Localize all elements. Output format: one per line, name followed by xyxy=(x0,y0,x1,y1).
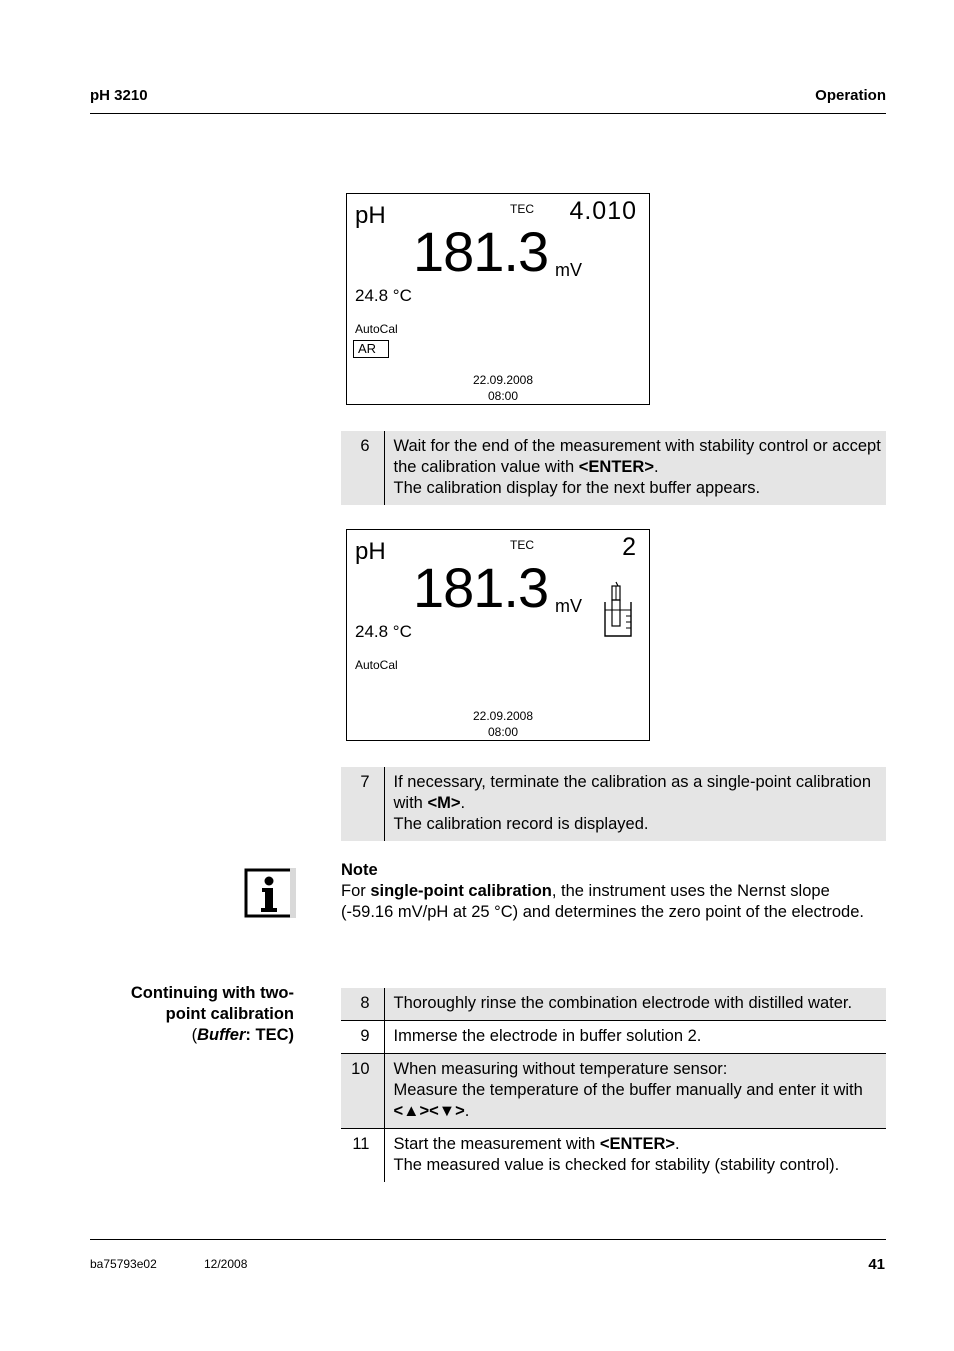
step-number: 10 xyxy=(341,1054,384,1129)
step-text-part: Measure the temperature of the buffer manually and enter it with xyxy=(393,1081,863,1099)
step-text: Thoroughly rinse the combination electrode with distilled water. xyxy=(384,988,886,1021)
header-product: pH 3210 xyxy=(90,87,148,104)
step-number: 6 xyxy=(341,431,384,505)
step-text-part: . xyxy=(675,1135,680,1153)
step-table-8-11 xyxy=(341,988,886,1182)
step-text-part: When measuring without temperature sensor: xyxy=(393,1060,728,1078)
step-text xyxy=(384,767,886,841)
display-value-unit: mV xyxy=(555,596,582,616)
note-emphasis: single-point calibration xyxy=(370,882,552,900)
info-icon xyxy=(242,866,296,920)
step-number: 9 xyxy=(341,1021,384,1054)
table-row xyxy=(341,431,886,505)
step-text-part: Wait for the end of the measurement with stability control or accept the calibration value with xyxy=(393,437,881,476)
side-heading xyxy=(74,983,294,1046)
note-text-part: , the instrument uses the Nernst slope (-59.16 mV/pH at 25 °C) and determines the zero point of the electrode. xyxy=(341,882,864,921)
step-text xyxy=(384,1129,886,1183)
buffer-value: : TEC) xyxy=(245,1026,294,1044)
display-buffer-number: 2 xyxy=(622,533,637,561)
display-tec-label: TEC xyxy=(510,202,534,216)
step-text xyxy=(384,1054,886,1129)
paren: ( xyxy=(191,1026,198,1044)
display-unit: pH xyxy=(355,538,386,565)
note-title: Note xyxy=(341,861,378,879)
side-heading-line: point calibration xyxy=(165,1005,294,1023)
step-text-part: . xyxy=(460,794,466,812)
display-main-value: 181.3 xyxy=(413,220,549,283)
step-text-part: If necessary, terminate the calibration as a single-point calibration with xyxy=(393,773,872,812)
display-date: 22.09.2008 xyxy=(472,709,534,723)
note-text-part: For xyxy=(341,882,371,900)
display-temperature: 24.8 °C xyxy=(355,622,412,641)
display-mode: AutoCal xyxy=(355,658,398,672)
footer-date: 12/2008 xyxy=(204,1257,248,1271)
step-text-part: . xyxy=(653,458,659,476)
step-number: 11 xyxy=(341,1129,384,1183)
display-time: 08:00 xyxy=(487,725,519,739)
display-value-unit: mV xyxy=(555,260,582,280)
key-label: <▲><▼> xyxy=(393,1102,465,1120)
table-row xyxy=(341,767,886,841)
step-result: The calibration display for the next buffer appears. xyxy=(393,479,761,497)
display-ar-indicator: AR xyxy=(353,340,389,358)
step-text xyxy=(384,431,886,505)
step-text-part: . xyxy=(464,1102,470,1120)
step-text: Immerse the electrode in buffer solution 2. xyxy=(384,1021,886,1054)
table-row xyxy=(341,988,886,1021)
step-result: The calibration record is displayed. xyxy=(393,815,649,833)
note-text xyxy=(341,881,886,923)
display-datetime xyxy=(347,372,659,404)
footer-doc-id: ba75793e02 xyxy=(90,1257,157,1271)
step-text-part: Start the measurement with xyxy=(393,1135,600,1153)
side-heading-line xyxy=(74,1025,294,1046)
page-number: 41 xyxy=(868,1256,885,1273)
key-label: <ENTER> xyxy=(578,458,654,476)
display-datetime xyxy=(347,708,659,740)
beaker-electrode-icon xyxy=(602,580,634,640)
footer-rule xyxy=(90,1239,886,1240)
step-table-6 xyxy=(341,431,886,505)
display-temperature: 24.8 °C xyxy=(355,286,412,305)
step-number: 7 xyxy=(341,767,384,841)
step-result: The measured value is checked for stability (stability control). xyxy=(393,1156,840,1174)
step-number: 8 xyxy=(341,988,384,1021)
buffer-label: Buffer xyxy=(197,1026,246,1044)
table-row xyxy=(341,1129,886,1183)
calibration-display-2 xyxy=(346,529,650,741)
step-table-7 xyxy=(341,767,886,841)
header-rule xyxy=(90,113,886,114)
calibration-display-1 xyxy=(346,193,650,405)
table-row xyxy=(341,1054,886,1129)
display-date: 22.09.2008 xyxy=(472,373,534,387)
table-row xyxy=(341,1021,886,1054)
side-heading-line: Continuing with two- xyxy=(130,984,294,1002)
display-buffer-value: 4.010 xyxy=(569,197,637,225)
note-block xyxy=(341,860,886,923)
header-section: Operation xyxy=(815,87,886,104)
key-label: <M> xyxy=(427,794,461,812)
display-unit: pH xyxy=(355,202,386,229)
key-label: <ENTER> xyxy=(599,1135,676,1153)
display-mode: AutoCal xyxy=(355,322,398,336)
display-time: 08:00 xyxy=(487,389,519,403)
display-main-value: 181.3 xyxy=(413,556,549,619)
display-tec-label: TEC xyxy=(510,538,534,552)
